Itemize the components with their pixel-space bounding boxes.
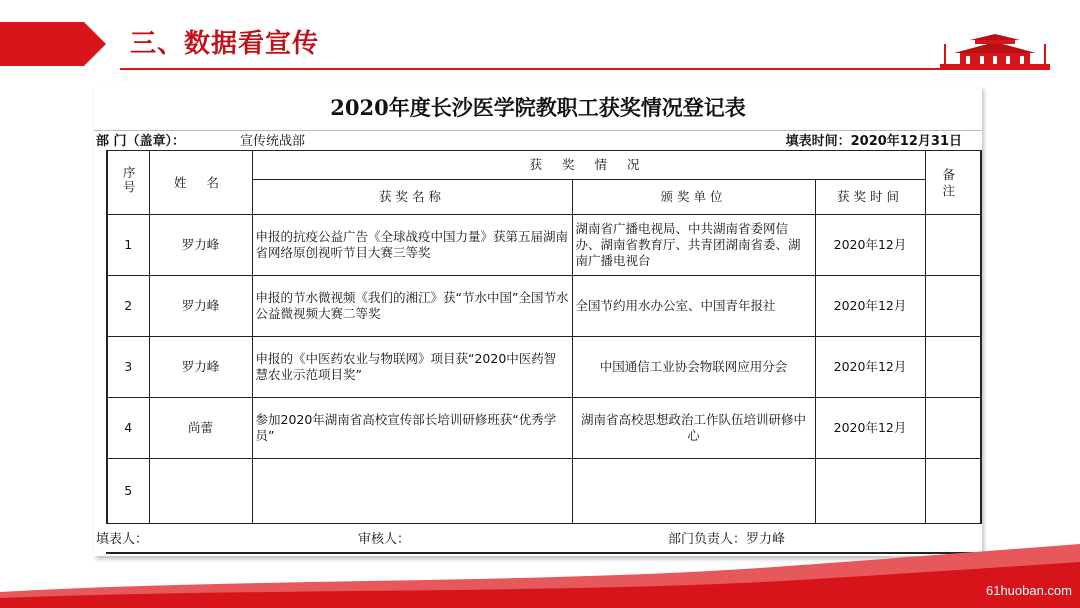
header-award-name: 获奖名称 [252, 180, 572, 215]
table-row [107, 459, 981, 524]
cell-seq: 4 [107, 398, 149, 459]
header-award-group: 获 奖 情 况 [252, 151, 925, 180]
table-row [107, 215, 981, 276]
cell-issuer [572, 459, 815, 524]
cell-name: 罗力峰 [149, 276, 252, 337]
cell-remark [925, 337, 981, 398]
cell-issuer: 湖南省高校思想政治工作队伍培训研修中心 [572, 398, 815, 459]
section-title: 三、数据看宣传 [130, 29, 320, 59]
header-seq: 序号 [107, 151, 149, 215]
cell-issuer: 中国通信工业协会物联网应用分会 [572, 337, 815, 398]
cell-issuer: 湖南省广播电视局、中共湖南省委网信办、湖南省教育厅、共青团湖南省委、湖南广播电视台 [572, 215, 815, 276]
cell-award-name: 申报的抗疫公益广告《全球战疫中国力量》获第五届湖南省网络原创视听节目大赛三等奖 [252, 215, 572, 276]
cell-award-name [252, 459, 572, 524]
department-value: 宣传统战部 [240, 134, 306, 149]
cell-remark [925, 398, 981, 459]
cell-award-time: 2020年12月 [815, 215, 925, 276]
awards-table [106, 150, 982, 524]
fill-date: 填表时间：2020年12月31日 [785, 134, 962, 149]
filler-label: 填表人： [96, 532, 149, 547]
cell-remark [925, 276, 981, 337]
award-registration-sheet [94, 86, 982, 556]
cell-award-time: 2020年12月 [815, 337, 925, 398]
header-name: 姓 名 [149, 151, 252, 215]
header-accent-band [0, 22, 84, 66]
table-header-row [107, 151, 981, 180]
cell-seq: 3 [107, 337, 149, 398]
cell-name [149, 459, 252, 524]
document-meta-row [94, 128, 982, 148]
reviewer-label: 审核人： [358, 532, 411, 547]
document-title: 2020年度长沙医学院教职工获奖情况登记表 [330, 95, 746, 120]
cell-seq: 2 [107, 276, 149, 337]
table-row [107, 398, 981, 459]
header-award-time: 获奖时间 [815, 180, 925, 215]
cell-issuer: 全国节约用水办公室、中国青年报社 [572, 276, 815, 337]
table-row [107, 337, 981, 398]
tiananmen-gate-icon [940, 34, 1050, 70]
table-row [107, 276, 981, 337]
header-remark: 备 注 [925, 151, 981, 215]
cell-name: 罗力峰 [149, 215, 252, 276]
cell-award-name: 申报的节水微视频《我们的湘江》获“节水中国”全国节水公益微视频大赛二等奖 [252, 276, 572, 337]
footer-wave-decoration [0, 538, 1080, 608]
site-watermark: 61huoban.com [985, 583, 1072, 598]
department-label: 部 门（盖章）： [96, 134, 186, 149]
header-issuer: 颁奖单位 [572, 180, 815, 215]
cell-remark [925, 459, 981, 524]
cell-award-time: 2020年12月 [815, 398, 925, 459]
cell-award-time [815, 459, 925, 524]
cell-remark [925, 215, 981, 276]
cell-seq: 5 [107, 459, 149, 524]
header-divider [120, 68, 1050, 70]
cell-seq: 1 [107, 215, 149, 276]
cell-award-name: 参加2020年湖南省高校宣传部长培训研修班获“优秀学员” [252, 398, 572, 459]
department-head-label: 部门负责人：罗力峰 [668, 532, 786, 547]
cell-name: 罗力峰 [149, 337, 252, 398]
cell-award-time: 2020年12月 [815, 276, 925, 337]
cell-award-name: 申报的《中医药农业与物联网》项目获“2020中医药智慧农业示范项目奖” [252, 337, 572, 398]
cell-name: 尚蕾 [149, 398, 252, 459]
